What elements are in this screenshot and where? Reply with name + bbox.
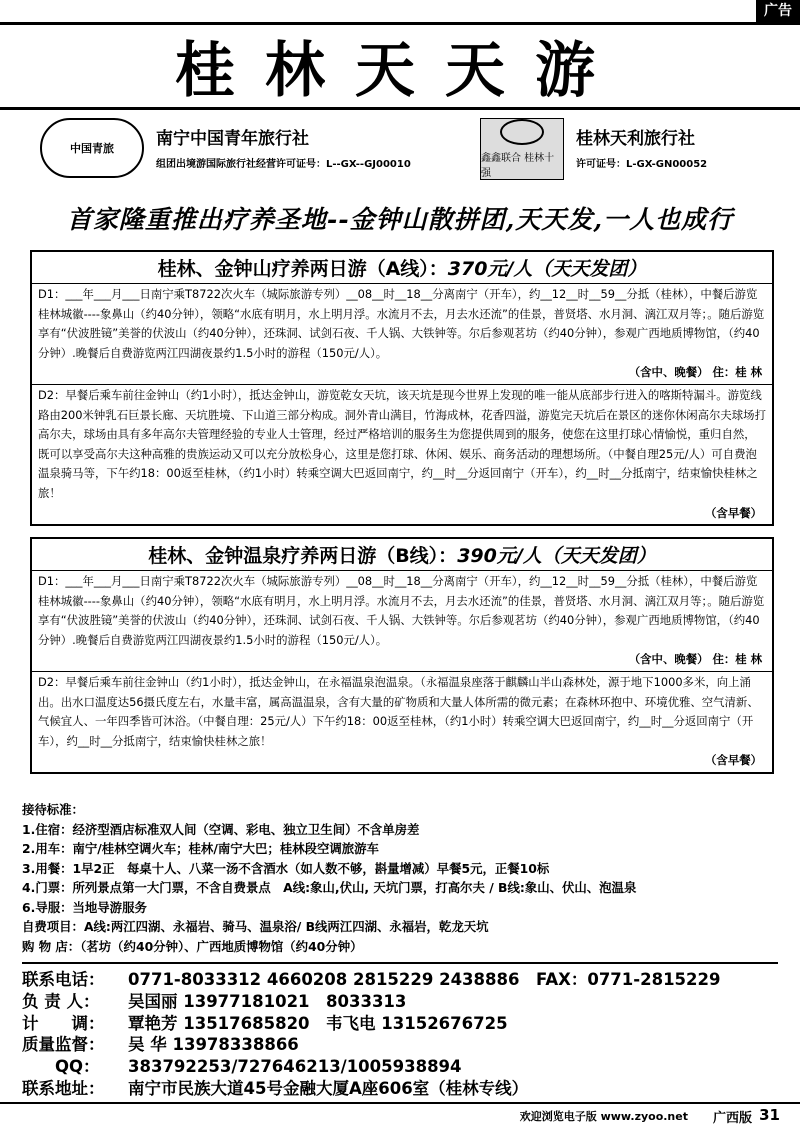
day1-meal: （含中、晚餐） 住：桂 林 <box>628 652 762 667</box>
tianli-logo: 鑫鑫联合 桂林十强 <box>480 118 564 180</box>
page-footer <box>0 1102 800 1127</box>
cyts-logo: 中国青旅 <box>40 118 144 178</box>
day2-itinerary: D2：早餐后乘车前往金钟山（约1小时），抵达金钟山，在永福温泉泡温泉。（永福温泉座落于麒麟山半山森林处，源于地下1000多米，向上涌出。出水口温度达56摄氏度左右，水量丰富，属高温温泉，含有大量的矿物质和大量人体所需的微元素；在森林环抱中、环境优雅、空气清新、气候宜人、一年四季皆可沐浴。（中餐自理：25元/人）下午约18：00返至桂林，（约1小时）转乘空调大巴返回南宁，约__时__分返回南宁（开车），约__时__分抵南宁，结束愉快桂林之旅！ （含早餐） <box>32 671 772 772</box>
standard-item: 1.住宿：经济型酒店标准双人间（空调、彩电、独立卫生间）不含单房差 <box>22 821 420 837</box>
footer-text: 欢迎浏览电子版 www.zyoo.net <box>519 1110 688 1123</box>
contact-address: 联系地址： 南宁市民族大道45号金融大厦A座606室（桂林专线） <box>22 1078 529 1098</box>
globe-icon <box>500 119 544 145</box>
standard-item: 2.用车：南宁/桂林空调火车；桂林/南宁大巴；桂林段空调旅游车 <box>22 841 379 856</box>
contact-planner: 计 调： 覃艳芳 13517685820 韦飞电 13152676725 <box>22 1013 508 1033</box>
slogan: 首家隆重推出疗养圣地--金钟山散拼团,天天发,一人也成行 <box>66 205 734 234</box>
reception-standards <box>22 800 782 956</box>
ad-tag: 广告 <box>756 0 800 22</box>
agency-nanning-cyts <box>40 118 440 182</box>
contact-manager: 负 责 人： 吴国丽 13977181021 8033313 <box>22 991 407 1011</box>
contact-phone: 联系电话： 0771-8033312 4660208 2815229 2438886 FAX：0771-2815229 <box>22 970 721 989</box>
edition-label: 广西版 <box>712 1111 752 1126</box>
standard-item: 3.用餐：1早2正 每桌十人、八菜一汤不含酒水（如人数不够，斟量增减）早餐5元，正餐10标 <box>22 860 550 876</box>
contact-info <box>22 969 792 1100</box>
standard-item: 购 物 店：（茗坊（约40分钟）、广西地质博物馆（约40分钟） <box>22 938 363 954</box>
day1-itinerary: D1：___年___月___日南宁乘T8722次火车（城际旅游专列）__08__时__18__分离南宁（开车），约__12__时__59__分抵（桂林），中餐后游览桂林城徽----象鼻山（约40分钟），领略“水底有明月，水上明月浮。水流月不去，月去水还流”的佳景，普贤塔、水月洞、漓江双月等；。随后游览享有“伏波胜镜”美誉的伏波山（约40分钟），还珠洞、试剑石夜、千人锅、大铁钟等。尔后参观茗坊（约40分钟），参观广西地质博物馆，（约40分钟）.晚餐后自费游览两江四湖夜景约1.5小时的游程（150元/人）。 （含中、晚餐） 住：桂 林 <box>32 570 772 671</box>
standard-item: 6.导服：当地导游服务 <box>22 899 147 915</box>
standard-item: 4.门票：所列景点第一大门票，不含自费景点 A线:象山,伏山, 天坑门票，打高尔夫 / B线:象山、伏山、泡温泉 <box>22 880 637 895</box>
day2-meal: （含早餐） <box>705 753 762 768</box>
route-box-a <box>30 250 774 526</box>
day1-meal: （含中、晚餐） 住：桂 林 <box>628 365 762 380</box>
divider <box>22 962 778 964</box>
standards-heading: 接待标准： <box>22 802 84 817</box>
day1-itinerary: D1：___年___月___日南宁乘T8722次火车（城际旅游专列）__08__时__18__分离南宁（开车），约__12__时__59__分抵（桂林），中餐后游览桂林城徽----象鼻山（约40分钟），领略“水底有明月，水上明月浮。水流月不去，月去水还流”的佳景，普贤塔、水月洞、漓江双月等；。随后游览享有“伏波胜镜”美誉的伏波山（约40分钟），还珠洞、试剑石夜、千人锅、大铁钟等。尔后参观茗坊（约40分钟），参观广西地质博物馆，（约40分钟）.晚餐后自费游览两江四湖夜景约1.5小时的游程（150元/人）。 （含中、晚餐） 住：桂 林 <box>32 283 772 384</box>
day2-meal: （含早餐） <box>705 505 762 520</box>
page-number: 31 <box>759 1106 780 1124</box>
agency-name: 南宁中国青年旅行社 <box>156 129 309 149</box>
agency-license: 许可证号：L-GX-GN00052 <box>576 159 708 170</box>
agency-name: 桂林天利旅行社 <box>576 129 695 149</box>
route-box-b <box>30 537 774 774</box>
day2-itinerary: D2：早餐后乘车前往金钟山（约1小时），抵达金钟山，游览乾女天坑，该天坑是现今世界上发现的唯一能从底部步行进入的喀斯特漏斗。游览线路由200米钟乳石巨景长廊、天坑胜境、下山道三部分构成。洞外青山满目，竹海成林，花香四溢，游览完天坑后在景区的迷你休闲高尔夫球场打高尔夫，球场由具有多年高尔夫管理经验的专业人士管理，经过严格培训的服务生为您提供周到的服务，使您在这里打球心情愉悦，重归自然，既可以享受高尔夫这种高雅的贵族运动又可以充分放松身心，这里是您打球、休闲、娱乐、商务活动的理想场所。（中餐自理25元/人）可自费泡温泉骑马等，下午约18：00返至桂林，（约1小时）转乘空调大巴返回南宁，约__时__分返回南宁（开车），约__时__分抵南宁，结束愉快桂林之旅！ （含早餐） <box>32 384 772 524</box>
page-title: 桂林天天游 <box>175 36 625 106</box>
agency-license: 组团出境游国际旅行社经营许可证号：L--GX--GJ00010 <box>156 159 411 170</box>
route-title: 桂林、金钟温泉疗养两日游（B线）：390元/人（天天发团） <box>148 545 656 567</box>
route-title: 桂林、金钟山疗养两日游（A线）：370元/人（天天发团） <box>157 258 647 280</box>
contact-quality: 质量监督： 吴 华 13978338866 <box>22 1035 299 1055</box>
standard-item: 自费项目：A线:两江四湖、永福岩、骑马、温泉浴/ B线两江四湖、永福岩，乾龙天坑 <box>22 919 489 934</box>
title-banner <box>0 22 800 110</box>
contact-qq: QQ： 383792253/727646213/1005938894 <box>22 1057 462 1077</box>
agency-guilin-tianli <box>480 118 800 182</box>
